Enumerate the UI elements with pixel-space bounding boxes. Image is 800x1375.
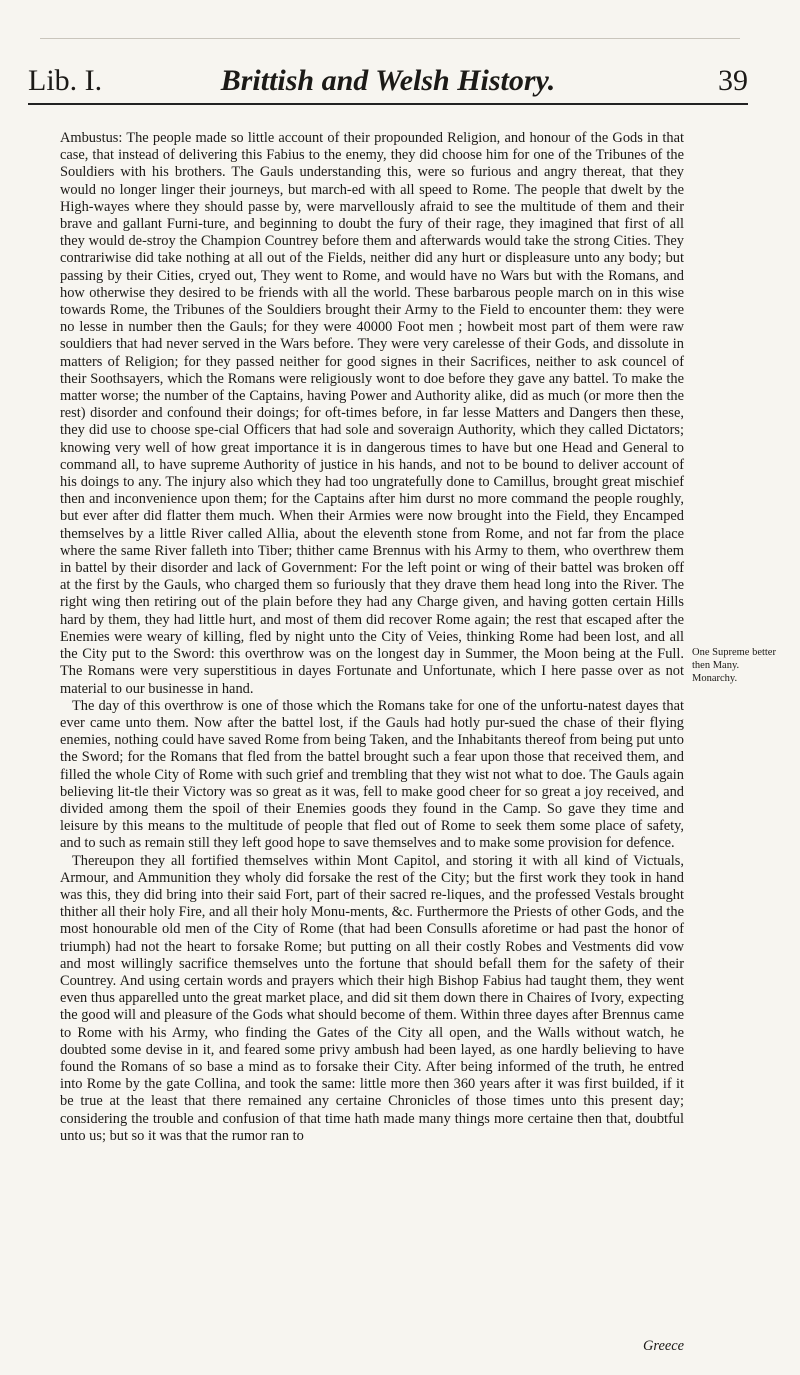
book-number: Lib. I. — [28, 64, 103, 97]
paragraph-2: The day of this overthrow is one of those which the Romans take for one of the unfortu-natest dayes that ever came unto them. Now after the battel lost, if the Gauls had hotly pur-sued the chase of their flying enemies, nothing could have saved Rome from being Taken, and the Inhabitants thereof from being put unto the Sword; for the Romans that fled from the battel brought such a fear upon those that received them, and filled the whole City of Rome with such grief and trembling that they wist not what to doe. The Gauls again believing lit-tle their Victory was so great as it was, fell to make good cheer for so great a joy received, and divided among them the spoil of their Enemies goods they found in the Camp. So gave they time and leisure by this means to the multitude of people that fled out of Rome to seek them some place of safety, and to such as remain still they left good hope to save themselves and to make some provision for defence. — [60, 697, 684, 852]
paragraph-3: Thereupon they all fortified themselves within Mont Capitol, and storing it with all kind of Victuals, Armour, and Ammunition they wholy did forsake the rest of the City; but the first work they took in hand was this, they did bring into their said Fort, part of their sacred re-liques, and the professed Vestals brought thither all their holy Fire, and all their holy Monu-ments, &c. Furthermore the Priests of other Gods, and the most honourable old men of the City of Rome (that had been Consulls aforetime or had past the honor of triumph) had not the heart to forsake Rome; but putting on all their costly Robes and Vestments did vow and most willingly sacrifice themselves unto the fortune that should befall them for the safety of their Countrey. And using certain words and prayers which their high Bishop Fabius had taught them, they went even thus apparelled unto the great market place, and did sit them down there in Chaires of Ivory, expecting the good will and pleasure of the Gods what should become of them. Within three dayes after Brennus came to Rome with his Army, who finding the Gates of the City all open, and the Walls without watch, he doubted some devise in it, and feared some privy ambush had been layed, as one hardly believing to have found the Romans of so base a mind as to forsake their City. After being informed of the truth, he entred into Rome by the gate Collina, and took the same: little more then 360 years after it was first builded, if it be true at the least that there remained any certaine Chronicles of those times unto this present day; considering the trouble and confusion of that time hath made many things more certaine then that, doubtful unto us; but so it was that the rumor ran to — [60, 852, 684, 1144]
marginal-note: One Supreme better then Many. Monarchy. — [692, 647, 776, 684]
main-text — [60, 130, 684, 1145]
paragraph-1: Ambustus: The people made so little account of their propounded Religion, and honour of the Gods in that case, that instead of delivering this Fabius to the enemy, they did choose him for one of the Tribunes of the Souldiers with his brothers. The Gauls understanding this, were so furious and angry thereat, that they would no longer linger their journeys, but march-ed with all speed to Rome. The people that dwelt by the High-wayes where they should passe by, were marvellously afraid to see the multitude of them and their brave and gallant Furni-ture, and beginning to doubt the fury of their rage, they imagined that first of all they would de-stroy the Champion Countrey before them and afterwards would take the strong Cities. They contrariwise did take nothing at all out of the Fields, neither did any hurt or displeasure unto any body; but passing by their Cities, cryed out, They went to Rome, and would have no Wars but with the Romans, and how otherwise they desired to be friends with all the world. These barbarous people march on in this wise towards Rome, the Tribunes of the Souldiers brought their Army to the Field to encounter them: they were no lesse in number then the Gauls; for they were 40000 Foot men ; howbeit most part of them were raw souldiers that had never served in the Wars before. They were very carelesse of their Gods, and dissolute in matters of Religion; for they passed neither for good signes in their Sacrifices, neither to ask councel of their Soothsayers, which the Romans were religiously wont to doe before they gave any battel. To make the matter worse; the number of the Captains, having Power and Authority alike, did as much (or more then the rest) disorder and confound their doings; for oft-times before, in far lesse Matters and Dangers then these, they did use to choose spe-cial Officers that had sole and soveraign Authority, which they called Dictators; knowing very well of how great importance it is in dangerous times to have but one Head and General to command all, to have supreme Authority of justice in his hands, and not to be bound to deliver account of his doings to any. The injury also which they had too ungratefully done to Camillus, brought great mischief then and inconvenience upon them; for the Captains after him durst no more command the people roughly, but ever after did flatter them much. When their Armies were now brought into the Field, they Encamped themselves by a little River called Allia, about the eleventh stone from Rome, and not far from the place where the same River falleth into Tiber; thither came Brennus with his Army to them, who overthrew them in battel by their disorder and lack of Government: For the left point or wing of their battel was broken off at the first by the Gauls, who charged them so furiously that they drave them head long into the River. The right wing then retiring out of the plain before they had any Charge given, and having gotten certain Hills hard by them, they had little hurt, and most of them did recover Rome again; the rest that escaped after the Enemies were weary of killing, fled by night unto the City of Veies, thinking Rome had been lost, and all the City put to the Sword: this overthrow was on the longest day in Summer, the Moon being at the Full. The Romans were very superstitious in dayes Fortunate and Unfortunate, which I here passe over as not material to our businesse in hand. — [60, 130, 684, 697]
running-title: Brittish and Welsh History. — [220, 64, 556, 97]
page-number: 39 — [718, 64, 748, 97]
running-header — [28, 60, 748, 100]
page-edge-line — [40, 38, 740, 39]
header-rule — [28, 103, 748, 105]
catchword: Greece — [642, 1338, 684, 1354]
